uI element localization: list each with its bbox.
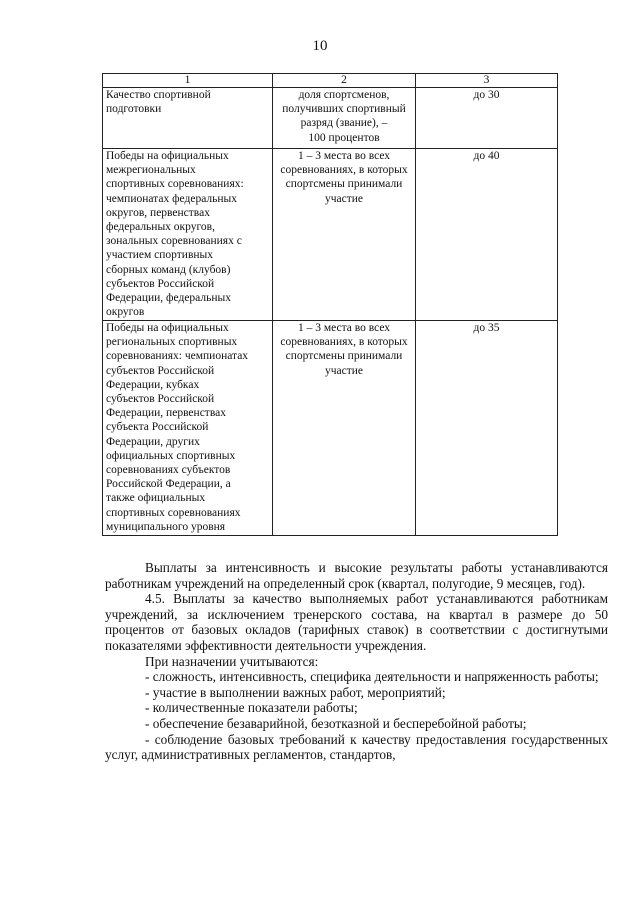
document-body [105, 560, 608, 763]
list-item: - количественные показатели работы; [145, 700, 358, 716]
list-item: - участие в выполнении важных работ, мероприятий; [145, 684, 446, 700]
amount-cell: до 35 [416, 321, 558, 536]
paragraph-intensity-payments: Выплаты за интенсивность и высокие результаты работы устанавливаются работникам учреждений на определенный срок (квартал, полугодие, 9 месяцев, год). [105, 560, 608, 591]
table-header-row [103, 74, 558, 88]
paragraph-considerations-intro: При назначении учитываются: [145, 653, 319, 669]
criterion-cell: Победы на официальных межрегиональных спортивных соревнованиях: чемпионатах федеральных округов, первенствах федеральных округов, зональных соревнованиях с участием спортивных сборных команд (клубов) субъектов Российской Федерации, федеральных округов [103, 149, 273, 321]
payment-criteria-table [102, 73, 558, 536]
condition-cell: 1 – 3 места во всех соревнованиях, в которых спортсмены принимали участие [273, 149, 416, 321]
list-item: - соблюдение базовых требований к качеству предоставления государственных услуг, административных регламентов, стандартов, [105, 731, 608, 763]
criterion-cell: Победы на официальных региональных спортивных соревнованиях: чемпионатах субъектов Российской Федерации, кубках субъектов Российской Федерации, первенствах субъекта Российской Федерации, других официальных спортивных соревнованиях субъектов Российской Федерации, а также официальных спортивных соревнованиях муниципального уровня [103, 321, 273, 536]
list-item: - обеспечение безаварийной, безотказной и бесперебойной работы; [145, 715, 527, 731]
page-number: 10 [312, 38, 328, 54]
table-header-cell: 3 [416, 74, 558, 88]
table-header-cell: 1 [103, 74, 273, 88]
paragraph-quality-payments: 4.5. Выплаты за качество выполняемых работ устанавливаются работникам учреждений, за исключением тренерского состава, на квартал в размере до 50 процентов от базовых окладов (тарифных ставок) в соответствии с достигнутыми показателями эффективности деятельности учреждения. [105, 591, 608, 653]
list-item: - сложность, интенсивность, специфика деятельности и напряженность работы; [145, 669, 599, 685]
table-row [103, 149, 558, 321]
condition-cell: доля спортсменов, получивших спортивный разряд (звание), – 100 процентов [273, 88, 416, 149]
criterion-cell: Качество спортивной подготовки [103, 88, 273, 149]
condition-cell: 1 – 3 места во всех соревнованиях, в которых спортсмены принимали участие [273, 321, 416, 536]
amount-cell: до 30 [416, 88, 558, 149]
table-row [103, 88, 558, 149]
table-header-cell: 2 [273, 74, 416, 88]
table-row [103, 321, 558, 536]
amount-cell: до 40 [416, 149, 558, 321]
